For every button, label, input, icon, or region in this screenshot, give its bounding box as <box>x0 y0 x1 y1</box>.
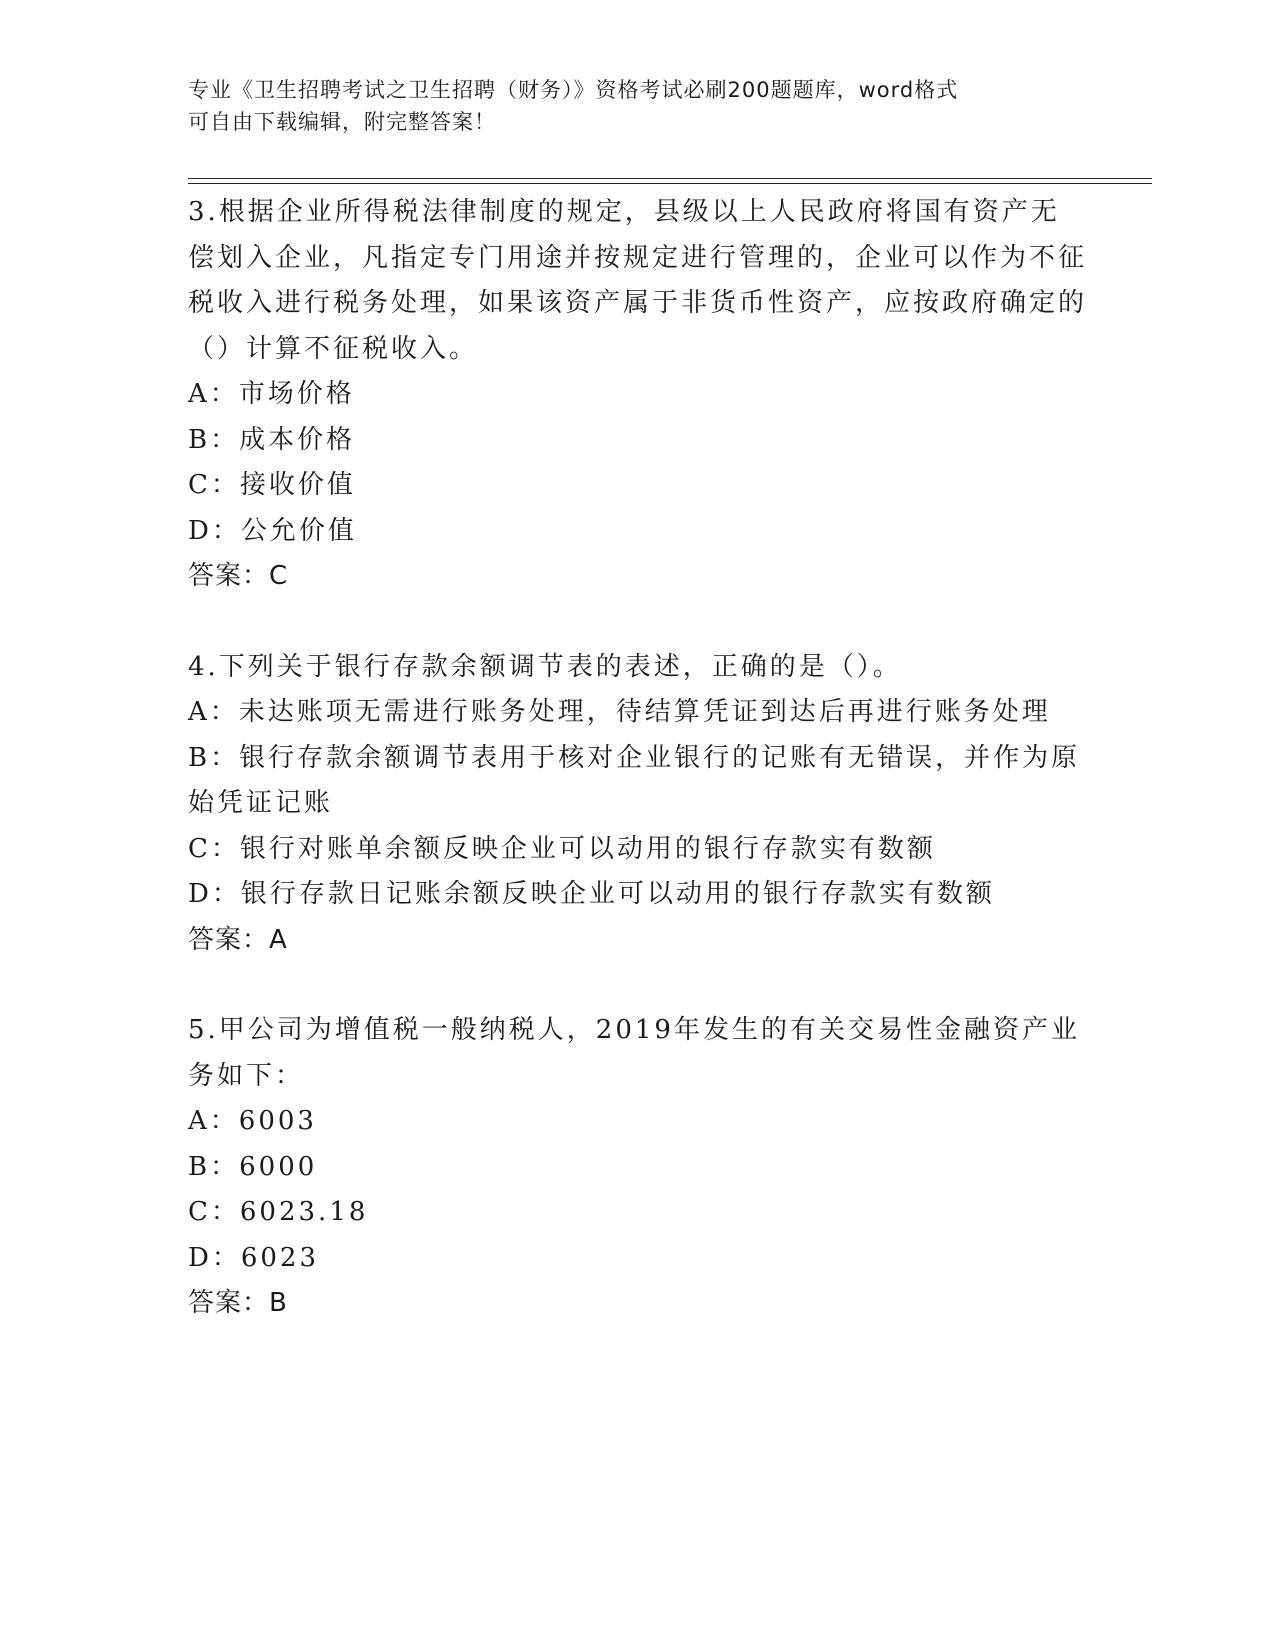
option-d: D：6023 <box>188 1242 320 1273</box>
question-4 <box>188 645 1088 964</box>
option-c: C：银行对账单余额反映企业可以动用的银行存款实有数额 <box>188 833 936 864</box>
document-header <box>188 74 1068 138</box>
option-b: B：成本价格 <box>188 424 356 455</box>
option-a: A：未达账项无需进行账务处理，待结算凭证到达后再进行账务处理 <box>188 697 1051 727</box>
header-divider-top <box>188 178 1152 179</box>
option-a: A：6003 <box>188 1106 317 1136</box>
question-stem: 4.下列关于银行存款余额调节表的表述，正确的是（）。 <box>188 651 902 682</box>
option-d: D：公允价值 <box>188 515 357 546</box>
header-line-1: 专业《卫生招聘考试之卫生招聘（财务）》资格考试必刷200题题库，word格式 <box>188 78 959 102</box>
option-c: C：6023.18 <box>188 1197 369 1227</box>
option-b: B：银行存款余额调节表用于核对企业银行的记账有无错误，并作为原始凭证记账 <box>188 742 1081 818</box>
header-line-2: 可自由下载编辑，附完整答案！ <box>188 110 496 134</box>
answer: 答案：A <box>188 924 288 955</box>
option-b: B：6000 <box>188 1151 318 1182</box>
answer: 答案：C <box>188 561 289 591</box>
question-stem: 5.甲公司为增值税一般纳税人，2019年发生的有关交易性金融资产业务如下： <box>188 1015 1080 1091</box>
question-stem: 3.根据企业所得税法律制度的规定，县级以上人民政府将国有资产无偿划入企业，凡指定专门用途并按规定进行管理的，企业可以作为不征税收入进行税务处理，如果该资产属于非货币性资产，应按政府确定的（）计算不征税收入。 <box>188 197 1088 364</box>
option-d: D：银行存款日记账余额反映企业可以动用的银行存款实有数额 <box>188 879 995 909</box>
option-c: C：接收价值 <box>188 470 356 500</box>
option-a: A：市场价格 <box>188 379 355 409</box>
header-divider-bottom <box>188 183 1152 184</box>
question-list <box>188 190 1088 1372</box>
question-3 <box>188 190 1088 600</box>
question-5 <box>188 1008 1088 1327</box>
answer: 答案：B <box>188 1288 288 1318</box>
